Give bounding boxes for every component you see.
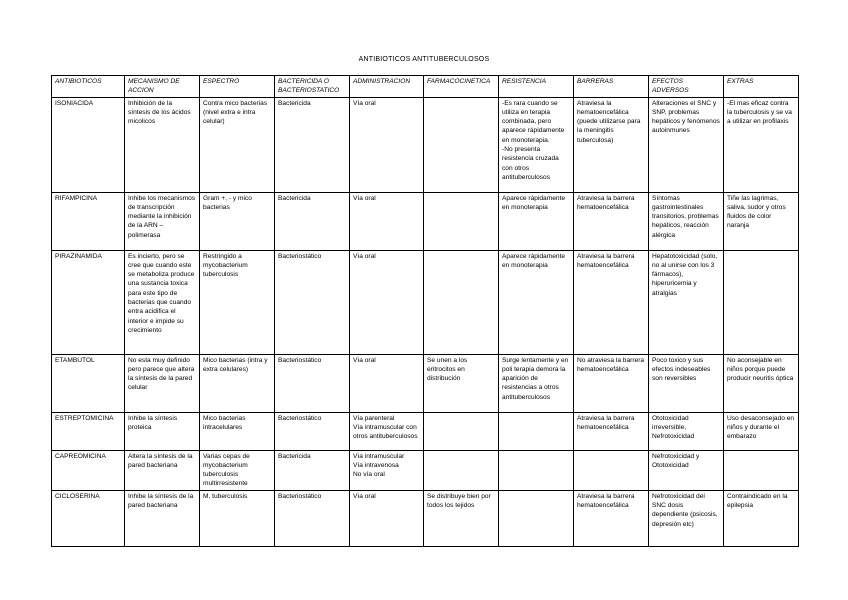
header-cell: BARRERAS [574,76,649,98]
cell-text: Inhibe la síntesis proteica [128,414,178,431]
table-cell [275,354,350,412]
cell-text: Vía intramuscular [353,452,405,460]
cell-text: CAPREOMICINA [55,452,106,460]
table-cell [649,412,724,450]
table-cell [125,412,200,450]
page-title: ANTIBIOTICOS ANTITUBERCULOSOS [358,56,490,63]
table-row [52,354,799,412]
table-cell [424,412,499,450]
cell-text: Atraviesa la barrera hematoencefálica [577,194,635,211]
cell-text: Mico bacterias intracelulares [203,414,246,431]
table-cell [275,97,350,192]
table-row [52,250,799,354]
table-cell [724,354,799,412]
cell-text: No esta muy definido pero parece que altera la síntesis de la pared celular [128,356,195,392]
table-cell [275,450,350,490]
table-row [52,450,799,490]
table-cell [350,450,424,490]
cell-text: Contraindicado en la epilepsia [727,492,788,510]
table-cell [499,354,574,412]
header-cell: EFECTOS ADVERSOS [649,76,724,98]
table-cell [125,490,200,546]
drug-name-cell [52,192,125,250]
table-cell [200,250,275,354]
cell-text: Aparece rápidamente en monoterapia [502,252,566,269]
cell-text: Mico bacterias (intra y extra celulares) [203,356,268,373]
table-cell [424,97,499,192]
drug-name-cell [52,490,125,546]
table-row [52,97,799,192]
cell-text: Bacteriostático [278,492,322,500]
table-cell [724,490,799,546]
cell-text: Gram +, - y mico bacterias [203,194,252,211]
cell-text: Vía intramuscular con otros antituberculosos [353,423,418,441]
table-cell [424,450,499,490]
table-cell [424,250,499,354]
cell-text: Vía oral [353,492,376,500]
table-cell [499,192,574,250]
table-cell [649,250,724,354]
cell-text: Bactericida [278,194,311,202]
drug-name-cell [52,97,125,192]
table-cell [574,412,649,450]
cell-text: Vía oral [353,356,376,364]
table-cell [350,192,424,250]
header-cell: MECANISMO DE ACCION [125,76,200,98]
cell-text: Inhibición de la síntesis de los ácidos micolicos [128,99,191,126]
header-cell: RESISTENCIA [499,76,574,98]
cell-text: Bacteriostático [278,356,322,364]
cell-text: Vía parenteral [353,414,395,422]
cell-text: Poco toxico y sus efectos indeseables son reversibles [652,356,711,383]
table-cell [275,192,350,250]
header-cell: ESPECTRO [200,76,275,98]
cell-text: Se distribuye bien por todos los tejidos [427,492,491,510]
table-cell [649,97,724,192]
table-cell [125,450,200,490]
table-cell [200,354,275,412]
drug-name-cell [52,354,125,412]
cell-text: Se unen a los eritrocitos en distribución [427,356,468,383]
cell-text: Inhibe los mecanismos de transcripción mediante la inhibición de la ARN – polimerasa [128,194,196,239]
table-cell [724,450,799,490]
table-cell [649,450,724,490]
cell-text: No vía oral [353,471,385,479]
cell-text: RIFAMPICINA [55,194,98,202]
table-row [52,490,799,546]
cell-text: Ototoxicidad irreversible, Nefrotoxicidad [652,414,695,441]
cell-text: -El mas eficaz contra la tuberculosis y se va a utilizar en profilaxis [727,99,792,126]
table-body [52,97,799,546]
table-cell [125,250,200,354]
cell-text: Surge lentamente y en poli terapia demora la aparición de resistencias a otros antituberculosos [502,356,569,401]
cell-text: Nefrotoxicidad del SNC dosis dependiente (psicosis, depresión etc) [652,492,718,528]
table-cell [574,192,649,250]
header-row [52,76,799,98]
cell-text: Vía intravenosa [353,461,399,469]
table-cell [275,490,350,546]
cell-text: Alteraciones el SNC y SNP, problemas hepáticos y fenómenos autoinmunes [652,99,720,135]
table-cell [125,192,200,250]
cell-text: Altera la síntesis de la pared bacteriana [128,452,193,469]
cell-text: ESTREPTOMICINA [55,414,114,422]
drug-name-cell [52,412,125,450]
table-cell [200,192,275,250]
cell-text: Atraviesa la barrera hematoencefálica [577,414,635,431]
cell-text: Atraviesa la barrera hematoencefálica [577,252,635,269]
table-cell [424,354,499,412]
table-cell [200,97,275,192]
cell-text: Atraviesa la barrera hematoencefálica [577,492,635,510]
table-cell [574,490,649,546]
header-cell: ANTIBIOTICOS [52,76,125,98]
table-cell [275,250,350,354]
table-cell [574,450,649,490]
table-cell [649,354,724,412]
cell-text: No atraviesa la barrera hematoencefálica [577,356,645,373]
header-cell: FARMACOCINETICA [424,76,499,98]
table-cell [499,97,574,192]
cell-text: ETAMBUTOL [55,356,95,364]
table-cell [350,412,424,450]
table-cell [499,250,574,354]
header-cell: ADMINISTRACION [350,76,424,98]
cell-text: Vía oral [353,99,376,107]
table-cell [724,192,799,250]
table-cell [724,97,799,192]
cell-text: Aparece rápidamente en monoterapia [502,194,566,211]
drug-name-cell [52,450,125,490]
cell-text: No aconsejable en niños porque puede producir neuritis óptica [727,356,794,383]
cell-text: Bactericida [278,452,311,460]
table-cell [574,250,649,354]
cell-text: Bactericida [278,99,311,107]
cell-text: CICLOSERINA [55,492,100,500]
table-cell [125,354,200,412]
table-cell [200,412,275,450]
table-cell [649,490,724,546]
cell-text: Nefrotoxicidad y Ototoxicidad [652,452,700,469]
cell-text: Restringido a mycobacterium tuberculosis [203,252,248,279]
table-cell [499,450,574,490]
cell-text: PIRAZINAMIDA [55,252,102,260]
cell-text: Es incierto, pero se cree que cuando este se metaboliza produce una sustancia toxica para este tipo de bacterias que cuando entra acidifica el interior e impide su crecimiento [128,252,195,334]
cell-text: Síntomas gastrointestinales transitorios, problemas hepáticos, reacción alérgica [652,194,719,239]
cell-text: Inhibe la síntesis de la pared bacteriana [128,492,194,510]
table-cell [350,354,424,412]
table-cell [350,97,424,192]
cell-text: -Es rara cuando se utiliza en terapia combinada, pero aparece rápidamente en monoterapia. [502,99,565,144]
table-cell [200,450,275,490]
table-cell [125,97,200,192]
cell-text: Varias cepas de mycobacterium tuberculosis multirresistente [203,452,250,488]
table-cell [350,490,424,546]
antibiotics-table [51,75,799,547]
cell-text: Hepatotoxicidad (solo, no al unirse con los 3 fármacos), hiperuricemia y atralgias [652,252,718,297]
cell-text: Vía oral [353,194,376,202]
header-cell: BACTERICIDA O BACTERIOSTATICO [275,76,350,98]
cell-text: Tiñe las lagrimas, saliva, sudor y otros fluidos de color naranja [727,194,786,230]
table-cell [424,192,499,250]
cell-text: Bacteriostático [278,252,322,260]
table-cell [574,97,649,192]
cell-text: ISONIACIDA [55,99,94,107]
table-row [52,192,799,250]
table-cell [424,490,499,546]
cell-text: Uso desaconsejado en niños y durante el embarazo [727,414,795,441]
cell-text: Vía oral [353,252,376,260]
cell-text: -No presenta resistencia cruzada con otros antituberculosos [502,146,559,181]
table-cell [724,412,799,450]
table-cell [275,412,350,450]
header-cell: EXTRAS [724,76,799,98]
table-cell [649,192,724,250]
table-cell [350,250,424,354]
cell-text: Atraviesa la hematoencefálica (puede utilizarse para la meningitis tuberculosa) [577,99,641,144]
table-cell [200,490,275,546]
cell-text: Contra mico bacterias (nivel extra e intra celular) [203,99,268,126]
cell-text: Bacteriostático [278,414,322,422]
cell-text: M. tuberculosis [203,492,248,500]
table-cell [574,354,649,412]
table-cell [499,490,574,546]
table-cell [499,412,574,450]
table-row [52,412,799,450]
table-cell [724,250,799,354]
drug-name-cell [52,250,125,354]
